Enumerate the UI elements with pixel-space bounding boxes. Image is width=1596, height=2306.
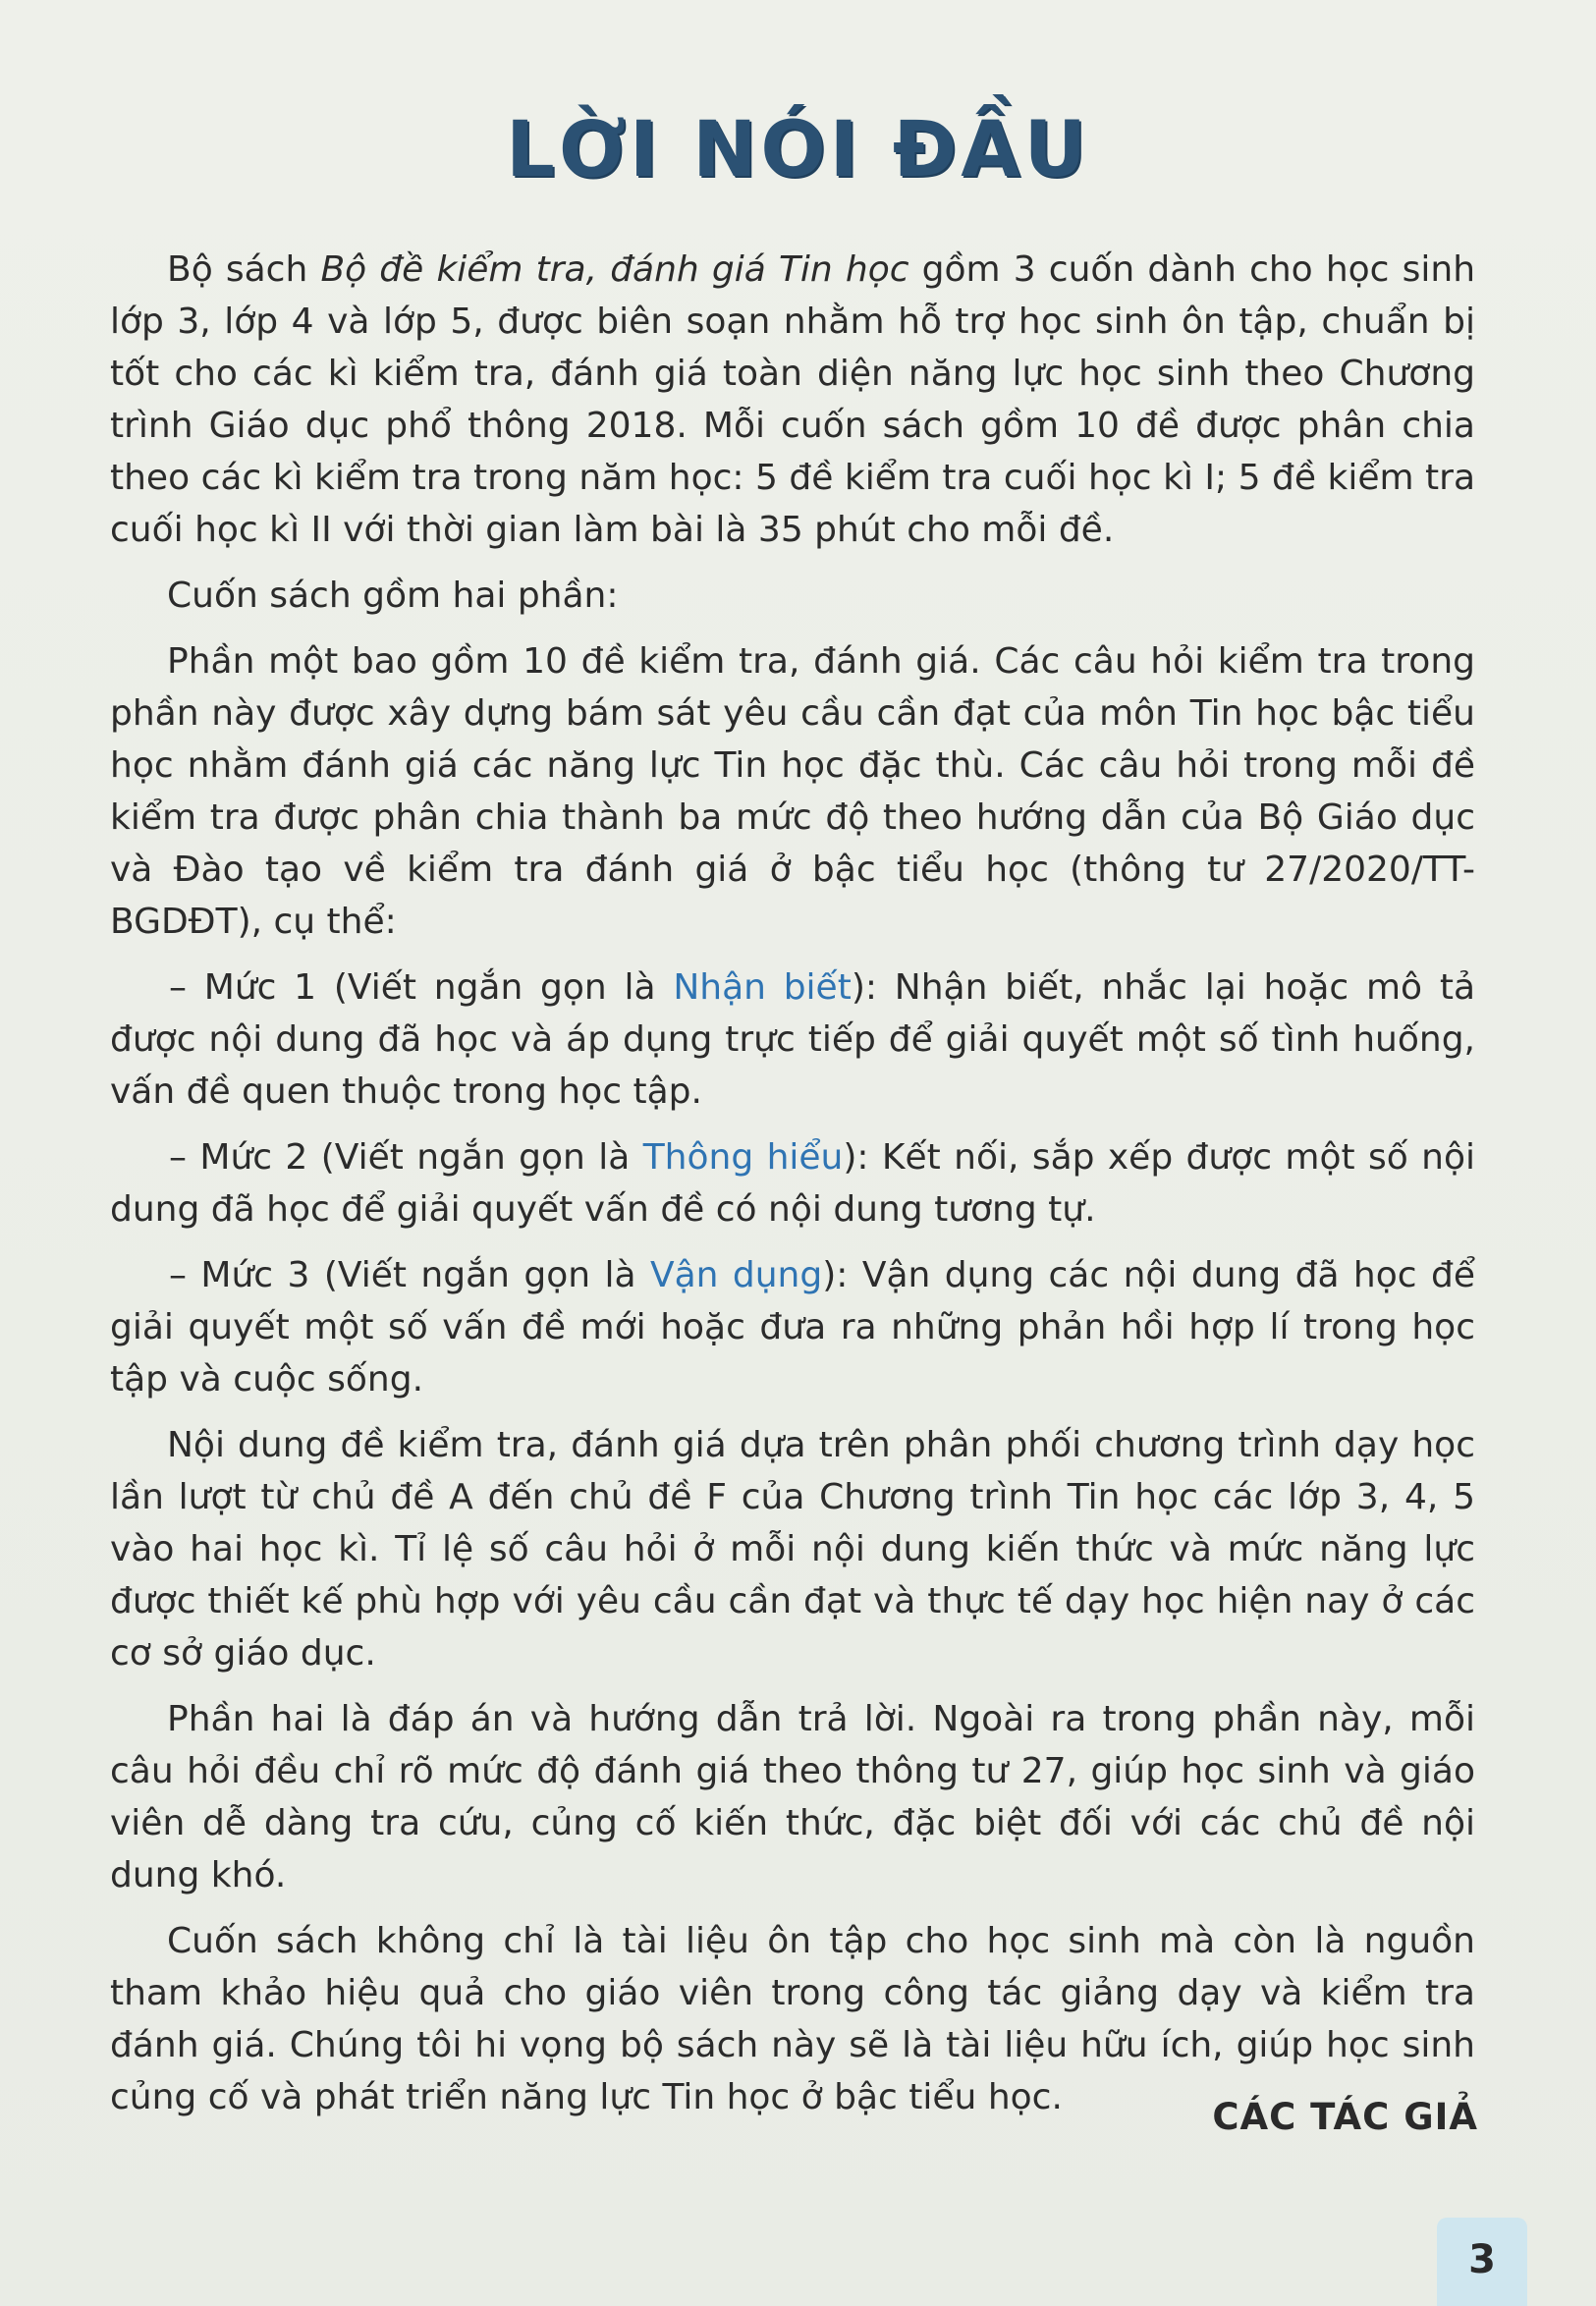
paragraph-level-2 [110,1131,1475,1235]
level-2-description: ): Kết nối, sắp xếp được một số nội dung đã học để giải quyết vấn đề có nội dung tương tự. [110,1137,1476,1230]
paragraph-content-distribution: Nội dung đề kiểm tra, đánh giá dựa trên phân phối chương trình dạy học lần lượt từ chủ đề A đến chủ đề F của Chương trình Tin học các lớp 3, 4, 5 vào hai học kì. Tỉ lệ số câu hỏi ở mỗi nội dung kiến thức và mức năng lực được thiết kế phù hợp với yêu cầu cần đạt và thực tế dạy học hiện nay ở các cơ sở giáo dục. [110,1425,1475,1674]
paragraph-part-two: Phần hai là đáp án và hướng dẫn trả lời. Ngoài ra trong phần này, mỗi câu hỏi đều chỉ rõ mức độ đánh giá theo thông tư 27, giúp học sinh và giáo viên dễ dàng tra cứu, củng cố kiến thức, đặc biệt đối với các chủ đề nội dung khó. [110,1699,1475,1895]
level-1-prefix: – Mức 1 (Viết ngắn gọn là [169,967,674,1008]
intro-text-start: Bộ sách [167,249,321,290]
paragraph-closing: Cuốn sách không chỉ là tài liệu ôn tập cho học sinh mà còn là nguồn tham khảo hiệu quả cho giáo viên trong công tác giảng dạy và kiểm tra đánh giá. Chúng tôi hi vọng bộ sách này sẽ là tài liệu hữu ích, giúp học sinh củng cố và phát triển năng lực Tin học ở bậc tiểu học. [110,1921,1475,2117]
intro-text-end: gồm 3 cuốn dành cho học sinh lớp 3, lớp 4 và lớp 5, được biên soạn nhằm hỗ trợ học sinh ôn tập, chuẩn bị tốt cho các kì kiểm tra, đánh giá toàn diện năng lực học sinh theo Chương trình Giáo dục phổ thông 2018. Mỗi cuốn sách gồm 10 đề được phân chia theo các kì kiểm tra trong năm học: 5 đề kiểm tra cuối học kì I; 5 đề kiểm tra cuối học kì II với thời gian làm bài là 35 phút cho mỗi đề. [110,249,1476,550]
body-text [110,244,1475,2137]
level-3-description: ): Vận dụng các nội dung đã học để giải quyết một số vấn đề mới hoặc đưa ra những phản hồi hợp lí trong học tập và cuộc sống. [110,1255,1475,1400]
paragraph-intro [110,244,1475,556]
paragraph-part-one: Phần một bao gồm 10 đề kiểm tra, đánh giá. Các câu hỏi kiểm tra trong phần này được xây dựng bám sát yêu cầu cần đạt của môn Tin học bậc tiểu học nhằm đánh giá các năng lực Tin học đặc thù. Các câu hỏi trong mỗi đề kiểm tra được phân chia thành ba mức độ theo hướng dẫn của Bộ Giáo dục và Đào tạo về kiểm tra đánh giá ở bậc tiểu học (thông tư 27/2020/TT-BGDĐT), cụ thể: [110,641,1475,942]
author-signature: CÁC TÁC GIẢ [1212,2096,1478,2138]
level-2-term: Thông hiểu [642,1137,844,1178]
paragraph-level-3 [110,1249,1475,1405]
level-1-term: Nhận biết [673,967,852,1008]
book-title: Bộ đề kiểm tra, đánh giá Tin học [320,249,909,290]
page-number: 3 [1468,2237,1496,2282]
level-3-prefix: – Mức 3 (Viết ngắn gọn là [169,1255,650,1295]
level-3-term: Vận dụng [649,1255,823,1295]
page-number-tab [1437,2218,1527,2306]
level-2-prefix: – Mức 2 (Viết ngắn gọn là [169,1137,643,1178]
level-1-description: ): Nhận biết, nhắc lại hoặc mô tả được nội dung đã học và áp dụng trực tiếp để giải quyết một số tình huống, vấn đề quen thuộc trong học tập. [110,967,1475,1112]
paragraph-structure: Cuốn sách gồm hai phần: [167,576,619,616]
page-title: LỜI NÓI ĐẦU [506,106,1090,194]
paragraph-level-1 [110,961,1475,1118]
